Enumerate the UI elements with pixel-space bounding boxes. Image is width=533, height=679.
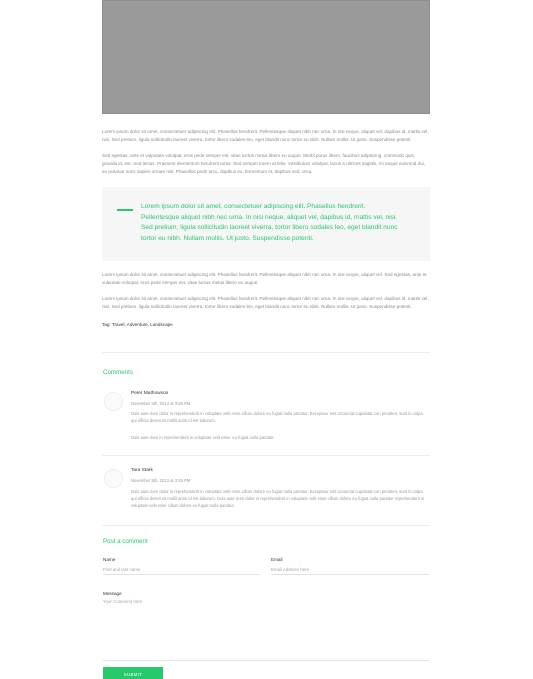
comment-text: Duis aute irure in reprehenderit in voluptate velit esse. eu fugiat nulla pariatur. (131, 435, 275, 440)
post-paragraph: Sed egestas, ante et vulputate volutpat, eros pede semper est, vitae luctus metus libero eu augue. Morbi purus libero, faucibus adipiscing, commodo quis, gravida id, est. Sed lectus. Praesent elementum hendrerit tortor. Sed semper lorem at felis. Vestibulum volutpat, lacus a ultrices sagittis, mi neque euismod dui, eu pulvinar nunc sapien ornare nisl. Phasellus pede arcu, dapibus eu, fermentum et, dapibus sed, urna. (102, 153, 425, 174)
name-label: Name (103, 557, 116, 562)
comment-author: Tara Stark (131, 468, 153, 473)
message-label: Message (103, 591, 122, 596)
post-featured-image (102, 0, 430, 114)
message-textarea[interactable] (103, 599, 429, 661)
comment-text: Duis aute irure dolor in reprehenderit in voluptate velit esse cillum dolore eu fugiat nulla pariatur. Excepteur sint occaecat cupidatat non proident, sunt in culpa qui officia deserunt mollit anim id est laborum. (131, 411, 423, 423)
comments-title: Comments (103, 369, 133, 376)
comment-text: Duis aute irure dolor in reprehenderit in voluptate velit esse cillum dolore eu fugiat nulla pariatur. Excepteur sint occaecat cupidatat non proident, sunt in culpa qui officia deserunt mollit anim id est laborum. Duis aute irure dolor in reprehenderit in voluptate velit esse cillum dolore eu fugiat nulla pariatur reprehenderit in voluptate velit esse cillum dolore eu fugiat nulla pariatur. (131, 489, 425, 508)
post-paragraph: Lorem ipsum dolor sit amet, consectetuer adipiscing elit. Phasellus hendrerit. Pellentesque aliquet nibh nec urna. In nisi neque, aliquet vel, dapibus id, mattis vel, nisi. Sed pretium, ligula sollicitudin laoreet viverra, tortor libero sodales leo, eget blandit nunc tortor eu nibh. Nullam mollis. Ut justo. Suspendisse potenti. (102, 296, 429, 309)
post-tags: Tag: Travel, Adventure, Landscape (102, 322, 173, 327)
avatar (104, 392, 123, 411)
blockquote (102, 187, 430, 261)
comment-date: November 5th, 2013 at 3:55 PM (131, 478, 191, 483)
comment-date: November 5th, 2013 at 3:55 PM (131, 401, 191, 406)
name-input[interactable] (103, 565, 260, 575)
post-paragraph: Lorem ipsum dolor sit amet, consectetuer adipiscing elit. Phasellus hendrerit. Pellentesque aliquet nibh nec urna. In nisi neque, aliquet vel. Sed egestas, ante et vulputate volutpat, eros pede semper est, vitae luctus metus libero eu augue. (102, 272, 427, 285)
submit-button[interactable]: SUBMIT (103, 667, 163, 679)
blockquote-text: Lorem ipsum dolor sit amet, consectetuer adipiscing elit. Phasellus hendrerit. Pellentesque aliquet nibh nec urna. In nisi neque, aliquet vel, dapibus id, mattis vel, nisi. Sed pretium, ligula sollicitudin laoreet viverra, tortor libero sodales leo, eget blandit nunc tortor eu nibh. Nullam mollis. Ut justo. Suspendisse potenti. (141, 203, 398, 242)
email-label: Email (271, 557, 283, 562)
avatar (104, 469, 123, 488)
quote-accent-bar (117, 209, 133, 211)
comment-author: Peter Mathowson (131, 391, 169, 396)
post-comment-title: Post a comment (103, 538, 148, 545)
divider (102, 455, 430, 456)
post-paragraph: Lorem ipsum dolor sit amet, consectetuer adipiscing elit. Phasellus hendrerit. Pellentesque aliquet nibh nec urna. In nisi neque, aliquet vel, dapibus id, mattis vel, nisi. Sed pretium, ligula sollicitudin laoreet viverra, tortor libero sodales leo, eget blandit nunc tortor eu nibh. Nullam mollis. Ut justo. Suspendisse potenti. (102, 129, 429, 142)
divider (102, 525, 430, 526)
email-input[interactable] (271, 565, 429, 575)
divider (102, 352, 430, 353)
